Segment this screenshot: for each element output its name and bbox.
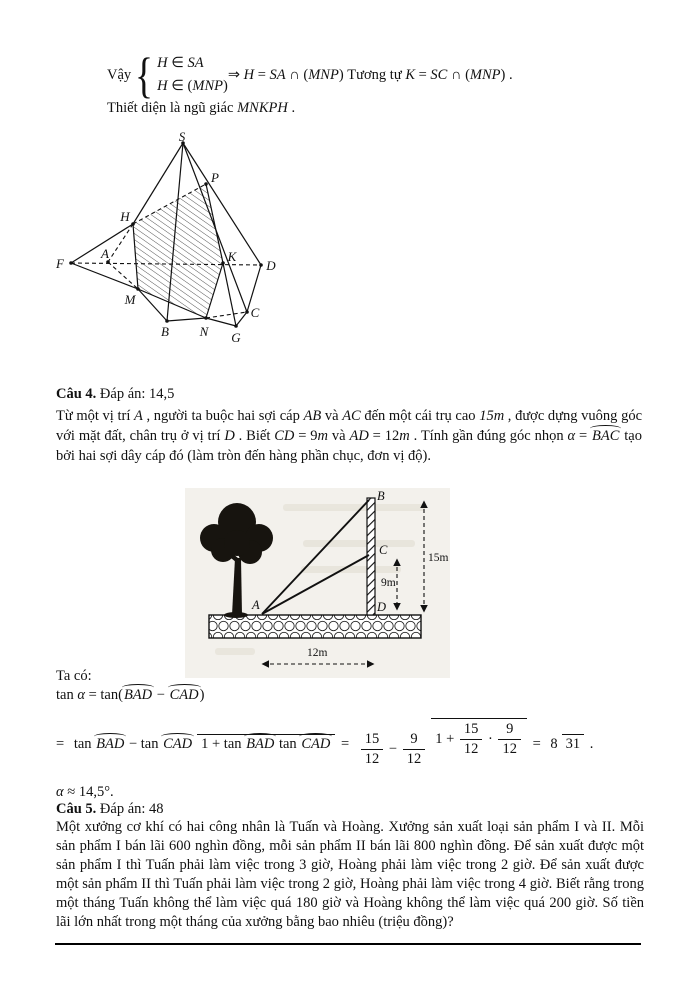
label-N: N — [199, 324, 209, 339]
fraction-line: = tan BAD − tan CAD 1 + tan BAD tan CAD = $\frac{15}{12}$ − $\frac{9}{12}$ 1 + $\frac{15}{12}$ · $\frac{9}{12}$ = 8 31 . — [56, 706, 593, 782]
cau5-answer: Đáp án: 48 — [96, 801, 164, 817]
label-G: G — [231, 330, 241, 345]
label-D: D — [377, 600, 387, 614]
tan-line: tan α = tan( BAD − CAD ) — [56, 687, 205, 703]
label-B: B — [377, 489, 385, 503]
cau4-answer: Đáp án: 14,5 — [96, 386, 175, 402]
label-M: M — [124, 292, 136, 307]
cases-block — [157, 52, 228, 98]
label-C: C — [250, 305, 260, 320]
label-12m: 12m — [307, 647, 328, 659]
label-K: K — [227, 249, 237, 264]
label-D: D — [266, 258, 276, 273]
pole-cable-figure — [185, 488, 450, 678]
taco-text: Ta có: — [56, 668, 92, 684]
cau5-header — [56, 801, 164, 818]
label-A: A — [252, 598, 260, 612]
label-B: B — [161, 324, 169, 339]
vay-text: Vậy — [107, 66, 132, 83]
footer-divider — [55, 943, 641, 945]
label-15m: 15m — [428, 552, 449, 564]
conclusion-line: Thiết diện là ngũ giác MNKPH . — [107, 100, 296, 116]
ground-strip — [209, 615, 421, 638]
case-line-1: H ∈ SA — [157, 55, 204, 71]
cau5-paragraph: Một xưởng cơ khí có hai công nhân là Tuấn và Hoàng. Xưởng sản xuất loại sản phẩm I và II. Mỗi sản phẩm I bán lãi 600 nghìn đồng, mỗi sản phẩm II bán lãi 800 nghìn đồng. Để sản xuất được một sản phẩm I thì Tuấn phải làm việc trong 3 giờ, Hoàng phải làm việc trong 2 giờ. Để sản xuất được một sản phẩm II thì Tuấn phải làm việc trong 2 giờ, Hoàng phải làm việc trong 4 giờ. Biết rằng trong một tháng Tuấn không thể làm việc quá 180 giờ và Hoàng không thể làm việc quá 200 giờ. Số tiền lãi lớn nhất trong một tháng của xưởng bằng bao nhiêu (triệu đồng)? — [56, 819, 644, 930]
label-F: F — [56, 256, 64, 271]
cau4-label: Câu 4. — [56, 386, 97, 402]
curly-brace: { — [135, 47, 154, 103]
k-expression: K = SC ∩ (MNP) . — [405, 66, 513, 83]
label-C: C — [379, 543, 388, 557]
case-line-2: H ∈ (MNP) — [157, 78, 228, 94]
alpha-result-line: α ≈ 14,5°. — [56, 784, 114, 800]
label-H: H — [120, 209, 130, 224]
label-S: S — [178, 132, 186, 144]
tuong-tu-text: Tương tự — [347, 66, 406, 83]
cau4-header — [56, 386, 174, 403]
cau4-paragraph: Từ một vị trí A , người ta buộc hai sợi cáp AB và AC đến một cái trụ cao 15m , được dựng vuông góc với mặt đất, chân trụ ở vị trí D . Biết CD = 9m và AD = 12m . Tính gần đúng góc nhọn α = BAC tạo bởi hai sợi dây cáp đó (làm tròn đến hàng phần chục, đơn vị độ). — [56, 408, 643, 464]
cau5-label: Câu 5. — [56, 801, 97, 817]
label-9m: 9m — [381, 577, 396, 589]
label-A: A — [101, 246, 109, 261]
implies-expression: ⇒ H = SA ∩ (MNP) — [227, 66, 348, 83]
label-P: P — [211, 170, 219, 185]
pyramid-figure — [50, 132, 300, 354]
solution-system-line — [107, 48, 513, 102]
